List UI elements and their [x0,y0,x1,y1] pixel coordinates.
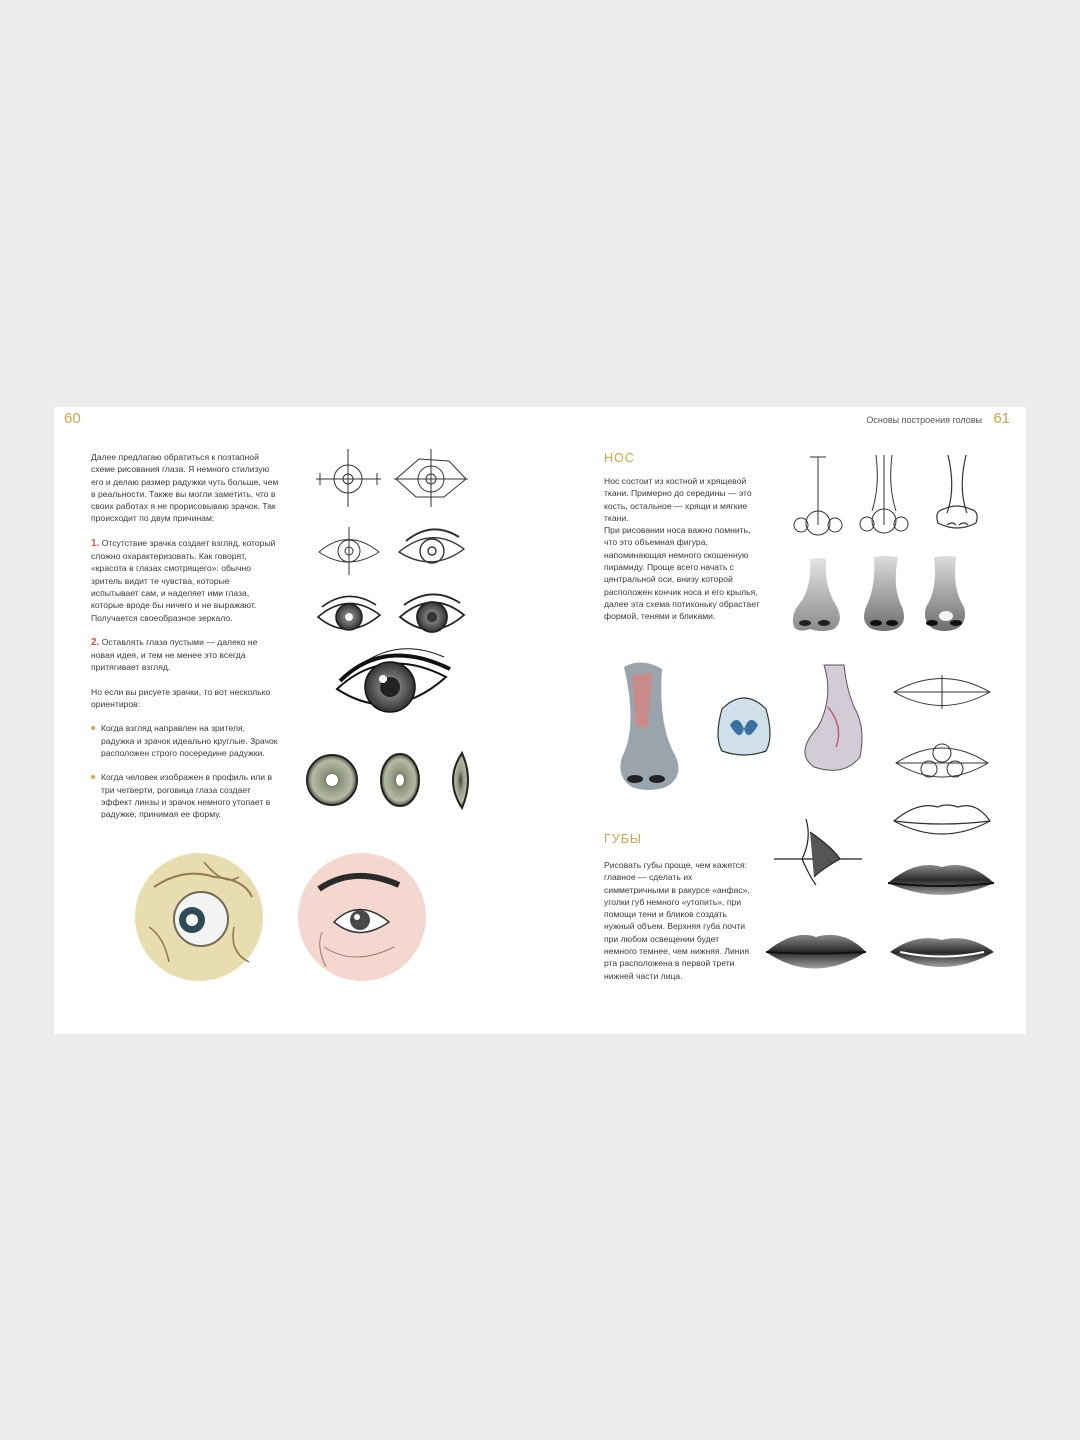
nose-paragraph-2: При рисовании носа важно помнить, что это объемная фигура, напоминающая немного скошенную пирамиду. Проще всего начать с центральной оси, внизу которой расположен кончик носа и его крылья, далее эта схема потихоньку обрастает формой, тенями и бликами. [604,525,760,622]
running-title: Основы построения головы [866,415,982,425]
lips-shaded-open [890,938,994,967]
eye-detailed-drawing [337,649,450,712]
lips-profile-construction [774,819,862,885]
eye-step-6 [400,594,464,632]
nose-anatomy-front [620,662,678,790]
eye-step-5 [318,596,380,630]
bullet-item-1: Когда взгляд направлен на зрителя, радужка и зрачок идеально круглые. Зрачок расположен строго посередине радужки. [91,722,279,759]
nose-step-2 [860,455,908,533]
face-eye-illustration [298,853,426,981]
nose-step-3 [937,455,977,528]
reason-1-text: Отсутствие зрачка создает взгляд, который сложно охарактеризовать. Как говорят, «красота в глазах смотрящего»: обычно зритель видит те чувства, которые испытывает сам, и наделяет ими глаза, которые вроде бы ничего и не выражают. Получается своеобразное зеркало. [91,537,276,623]
intro-paragraph: Далее предлагаю обратиться к поэтапной схеме рисования глаза. Я немного стилизую его и делаю размер радужки чуть больше, чем в реальности. Также вы могли заметить, что в своих работах я не прорисовываю зрачок. Так происходит по двум причинам: [91,452,279,524]
eye-step-1 [316,449,381,507]
page-number-right: 61 [993,410,1010,427]
eye-step-4 [399,529,464,563]
lips-step-3 [894,805,990,834]
illustrations-layer [54,407,1026,1034]
page-number-left: 60 [64,410,81,427]
nose-shaded-2 [864,556,904,631]
book-spread [54,407,1026,1034]
iris-front-view [307,755,357,805]
reason-2-text: Оставлять глаза пустыми — далеко не новая идея, и тем не менее это всегда притягивает взгляд. [91,636,258,673]
lips-text: Рисовать губы проще, чем кажется: главное — сделать их симметричными в ракурсе «анфас», уголки губ немного «утопить», при помощи тени и бликов создать нужный объем. Верхняя губа почти при любом освещении будет немного темнее, чем нижняя. Линия рта расположена в первой трети нижней части лица. [604,860,750,981]
lips-shaded-smile [766,935,866,969]
nose-heading: НОС [604,451,635,465]
iris-three-quarter-view [381,754,419,806]
reason-2-number: 2. [91,636,100,648]
iris-profile-view [453,753,468,808]
nose-shaded-3 [925,556,965,631]
nose-step-1 [794,457,842,535]
reason-1-number: 1. [91,537,100,549]
bullet-item-2: Когда человек изображен в профиль или в три четверти, роговица глаза создает эффект линзы и зрачок немного утопает в радужке, принимая ее форму. [91,771,279,820]
eye-socket-illustration [135,853,263,981]
lips-heading: ГУБЫ [604,832,642,846]
lips-step-1 [894,675,990,709]
nose-shaded-1 [793,558,840,631]
nose-anatomy-profile [805,665,862,770]
eye-step-3 [319,527,379,575]
eye-step-2 [394,449,468,507]
lips-step-2 [896,744,988,777]
nose-paragraph-1: Нос состоит из костной и хрящевой ткани. Примерно до середины — это кость, остальное — хрящи и мягкие ткани. [604,476,752,523]
nose-anatomy-bottom [718,698,770,755]
lips-shaded-front [888,865,994,895]
pupils-lead: Но если вы рисуете зрачки, то вот несколько ориентиров: [91,686,271,710]
